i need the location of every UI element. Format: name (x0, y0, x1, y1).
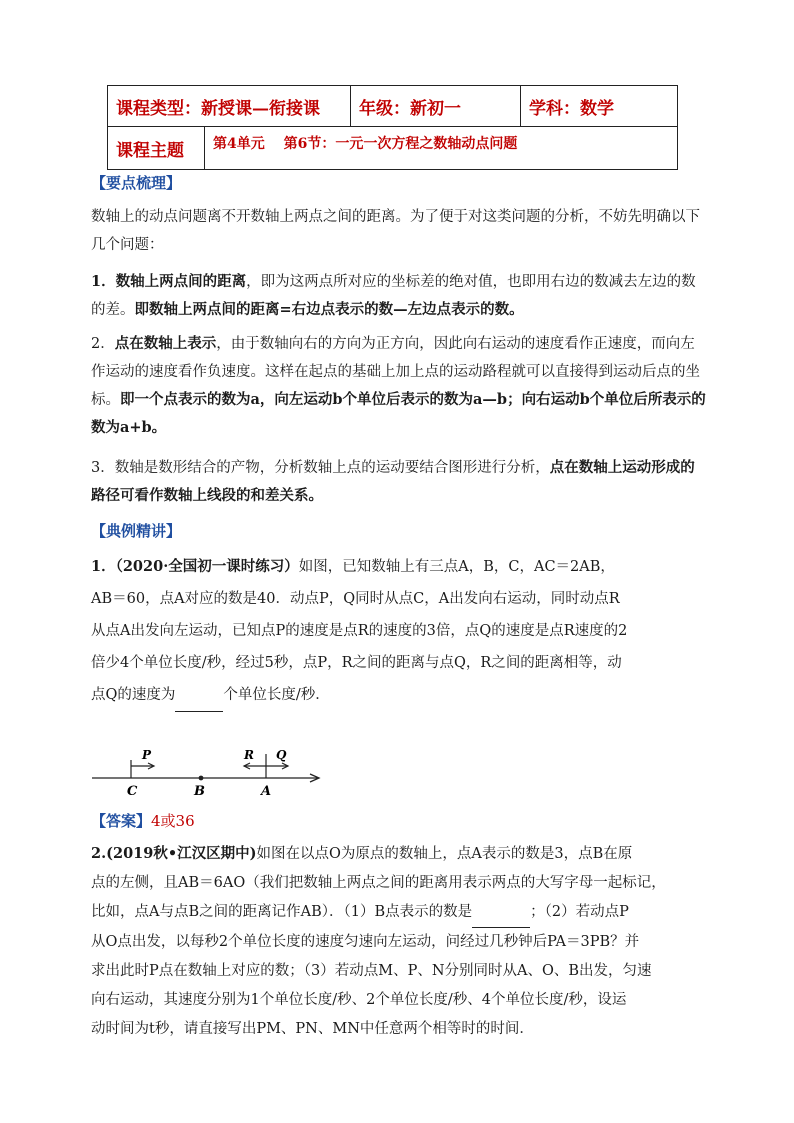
summary-point-2 (91, 330, 706, 442)
example-2-text-1: 如图在以点O为原点的数轴上，点A表示的数是3，点B在原 (256, 846, 633, 862)
course-type: 课程类型：新授课—衔接课 (108, 86, 351, 127)
example-1-number: 1． (91, 558, 116, 575)
number-line-figure (90, 740, 330, 798)
grade: 年级：新初一 (351, 86, 521, 127)
course-topic: 第4单元 第6节：一元一次方程之数轴动点问题 (205, 127, 678, 170)
example-2 (91, 839, 706, 1044)
example-1-text-5a: 点Q的速度为 (91, 687, 176, 703)
example-2-line-6: 向右运动，其速度分别为1个单位长度/秒、2个单位长度/秒、4个单位长度/秒，设运 (91, 992, 627, 1008)
point-2-text: ，由于数轴向右的方向为正方向，因此向右运动的速度看作正速度，而向左作运动的速度看作负速度。这样在起点的基础上加上点的运动路程就可以直接得到运动后点的坐标。 (91, 336, 700, 408)
example-2-text-3: 比如，点A与点B之间的距离记作AB）．（1）B点表示的数是 (91, 904, 473, 920)
topic-label: 课程主题 (108, 127, 205, 170)
example-1-line-5 (91, 679, 706, 712)
example-2-line-4: 从O点出发，以每秒2个单位长度的速度匀速向左运动，问经过几秒钟后PA＝3PB？并 (91, 934, 640, 950)
example-2-line-7: 动时间为t秒，请直接写出PM、PN、MN中任意两个相等时的时间． (91, 1021, 534, 1037)
summary-point-1 (91, 268, 706, 324)
example-2-line-2: 点的左侧，且AB＝6AO（我们把数轴上两点之间的距离用表示两点的大写字母一起标记， (91, 875, 666, 891)
point-2-bold-a: 点在数轴上表示 (114, 335, 217, 352)
point-1-text: ，即为这两点所对应的坐标差的绝对值，也即用右边的数减去左边的数的差。 (91, 274, 696, 318)
b-value-blank[interactable] (472, 898, 530, 928)
point-3-text: 3．数轴是数形结合的产物，分析数轴上点的运动要结合图形进行分析， (91, 460, 550, 476)
example-1-line-3: 从点A出发向左运动，已知点P的速度是点R的速度的3倍，点Q的速度是点R速度的2 (91, 623, 628, 639)
example-1-line-4: 倍少4个单位长度/秒，经过5秒，点P，R之间的距离与点Q，R之间的距离相等，动 (91, 655, 622, 671)
point-1-bold-b: 即数轴上两点间的距离=右边点表示的数—左边点表示的数。 (134, 301, 524, 318)
example-1-line-2: AB＝60，点A对应的数是40．动点P，Q同时从点C，A出发向右运动，同时动点R (91, 591, 620, 607)
answer-blank[interactable] (175, 679, 223, 712)
example-2-source: (2019秋•江汉区期中) (106, 845, 257, 862)
point-2-num: 2． (91, 336, 115, 352)
point-2-bold-b: 即一个点表示的数为a，向左运动b个单位后表示的数为a—b；向右运动b个单位后所表示的数为a+b。 (91, 391, 706, 436)
example-2-number: 2. (91, 845, 107, 862)
example-2-line-5: 求出此时P点在数轴上对应的数；（3）若动点M、P、N分别同时从A、O、B出发，匀速 (91, 963, 652, 979)
course-header-table (107, 85, 678, 170)
label-Q: Q (276, 748, 287, 762)
section-title-examples: 【典例精讲】 (91, 522, 182, 540)
point-B-dot (199, 776, 204, 781)
label-R: R (244, 748, 254, 762)
label-A: A (261, 784, 272, 798)
label-B: B (194, 784, 205, 798)
example-1-line-1 (91, 551, 706, 583)
example-1-source: （2020·全国初一课时练习） (115, 558, 299, 575)
example-2-line-3 (91, 898, 706, 928)
summary-intro: 数轴上的动点问题离不开数轴上两点之间的距离。为了便于对这类问题的分析，不妨先明确以下几个问题： (91, 209, 700, 253)
section-title-summary: 【要点梳理】 (91, 174, 182, 192)
point-3-bold: 点在数轴上运动形成的路径可看作数轴上线段的和差关系。 (91, 459, 695, 504)
example-1-text-5b: 个单位长度/秒． (223, 687, 330, 703)
example-2-line-1 (91, 839, 706, 869)
answer-line (91, 810, 195, 831)
answer-label: 【答案】 (91, 812, 152, 830)
label-C: C (127, 784, 138, 798)
example-1-text-1: 如图，已知数轴上有三点A，B，C，AC＝2AB， (298, 559, 615, 575)
label-P: P (142, 748, 152, 762)
subject: 学科：数学 (521, 86, 678, 127)
summary-point-3 (91, 454, 706, 510)
example-1 (91, 551, 706, 712)
answer-value: 4或36 (151, 812, 195, 830)
point-1-bold-a: 1．数轴上两点间的距离 (91, 273, 247, 290)
example-2-text-3b: ；（2）若动点P (530, 904, 629, 920)
